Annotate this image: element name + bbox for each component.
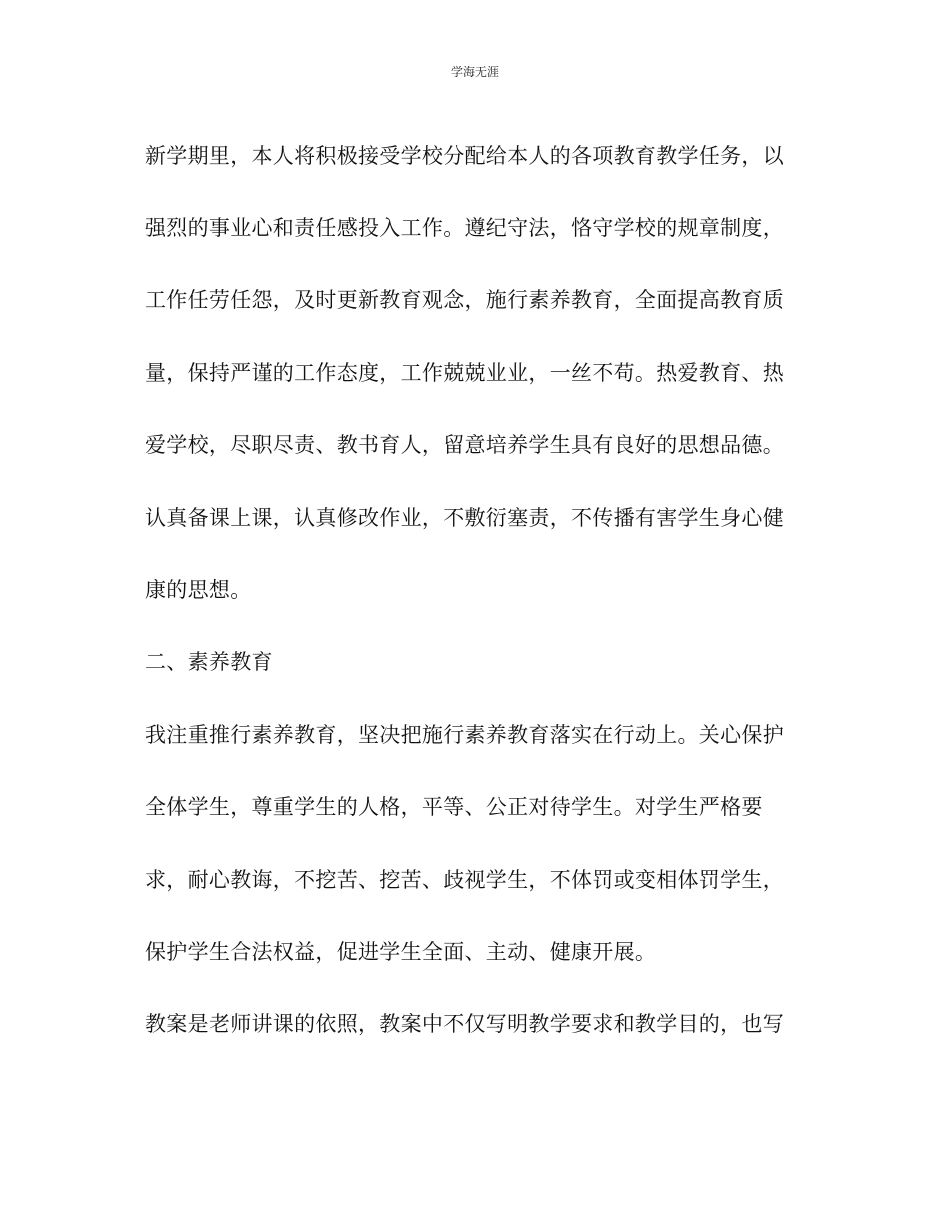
section-heading: 二、素养教育: [145, 650, 273, 674]
paragraph-line: 全体学生，尊重学生的人格，平等、公正对待学生。对学生严格要: [145, 795, 763, 819]
paragraph-line: 量，保持严谨的工作态度，工作兢兢业业，一丝不苟。热爱教育、热: [145, 361, 784, 385]
paragraph-line: 认真备课上课，认真修改作业，不敷衍塞责，不传播有害学生身心健: [145, 506, 784, 530]
paragraph-line: 新学期里，本人将积极接受学校分配给本人的各项教育教学任务，以: [145, 144, 784, 168]
paragraph-line: 保护学生合法权益，促进学生全面、主动、健康开展。: [145, 940, 657, 964]
page-header: 学海无涯: [450, 65, 499, 79]
paragraph-line: 康的思想。: [145, 578, 252, 602]
paragraph-line: 强烈的事业心和责任感投入工作。遵纪守法，恪守学校的规章制度，: [145, 216, 784, 240]
paragraph-line: 爱学校，尽职尽责、教书育人，留意培养学生具有良好的思想品德。: [145, 433, 784, 457]
paragraph-line: 教案是老师讲课的依照，教案中不仅写明教学要求和教学目的，也写: [145, 1012, 784, 1036]
paragraph-line: 工作任劳任怨，及时更新教育观念，施行素养教育，全面提高教育质: [145, 288, 784, 312]
paragraph-line: 求，耐心教诲，不挖苦、挖苦、歧视学生，不体罚或变相体罚学生，: [145, 868, 784, 892]
paragraph-line: 我注重推行素养教育，坚决把施行素养教育落实在行动上。关心保护: [145, 723, 784, 747]
